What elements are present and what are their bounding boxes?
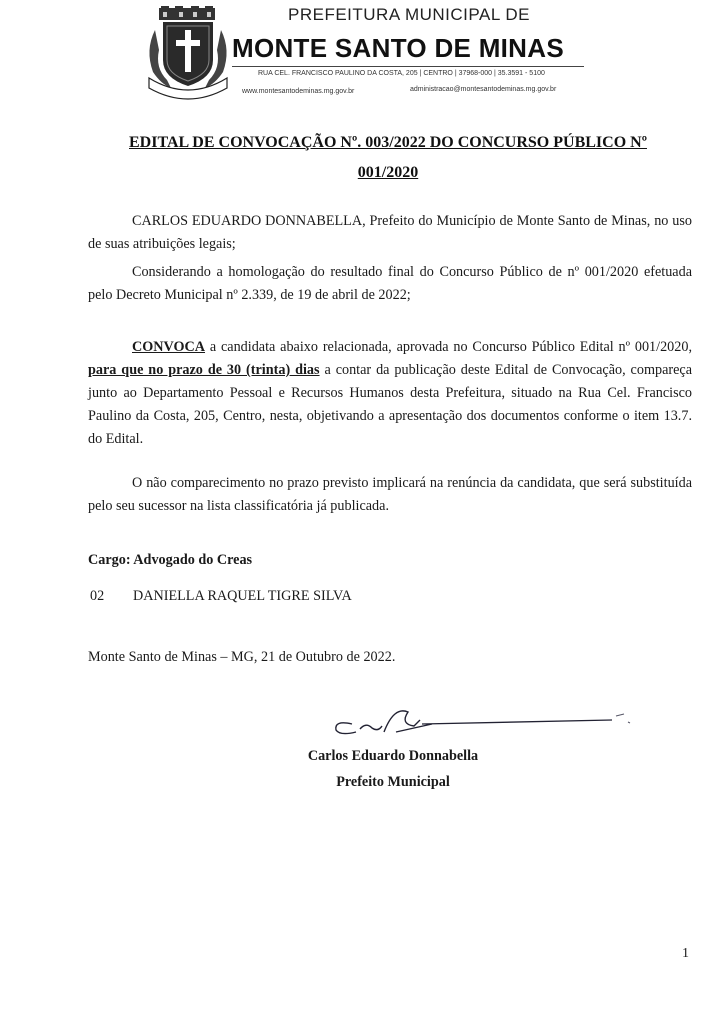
letterhead — [0, 0, 722, 110]
page-number: 1 — [682, 946, 689, 961]
header-city-name: MONTE SANTO DE MINAS — [232, 33, 564, 63]
municipal-crest-icon — [145, 6, 231, 102]
candidate-number: 02 — [90, 588, 105, 604]
paragraph-mayor: CARLOS EDUARDO DONNABELLA, Prefeito do Município de Monte Santo de Minas, no uso de suas atribuições legais; — [88, 213, 692, 252]
document-date: Monte Santo de Minas – MG, 21 de Outubro de 2022. — [88, 649, 396, 665]
header-address: RUA CEL. FRANCISCO PAULINO DA COSTA, 205 | CENTRO | 37968-000 | 35.3591 - 5100 — [258, 70, 545, 77]
candidate-name: DANIELLA RAQUEL TIGRE SILVA — [133, 588, 352, 604]
header-website: www.montesantodeminas.mg.gov.br — [242, 88, 355, 95]
paragraph-convoca — [88, 336, 692, 451]
title-line-2: 001/2020 — [357, 164, 419, 181]
convoca-text-a: a candidata abaixo relacionada, aprovada no Concurso Público Edital nº 001/2020, — [205, 339, 692, 355]
header-email: administracao@montesantodeminas.mg.gov.br — [410, 86, 557, 93]
header-divider — [232, 66, 584, 67]
paragraph-considerando: Considerando a homologação do resultado final do Concurso Público de nº 001/2020 efetuada pelo Decreto Municipal nº 2.339, de 19 de abril de 2022; — [88, 264, 692, 303]
signatory-role: Prefeito Municipal — [336, 774, 450, 790]
document-title — [88, 128, 688, 188]
cargo-heading: Cargo: Advogado do Creas — [88, 552, 253, 568]
convoca-text-b: a contar da publicação deste Edital de Convocação, compareça junto ao Departamento Pessoal e Recursos Humanos desta Prefeitura, situado na Rua Cel. Francisco Paulino da Costa, 205, Centro, nesta, objetivando a apresentação dos documentos conforme o item 13.7. do Edital. — [88, 362, 692, 447]
convoca-keyword: CONVOCA — [132, 339, 206, 355]
deadline-emphasis: para que no prazo de 30 (trinta) dias — [88, 362, 320, 378]
title-line-1: EDITAL DE CONVOCAÇÃO Nº. 003/2022 DO CONCURSO PÚBLICO Nº — [129, 134, 647, 151]
header-municipality-line: PREFEITURA MUNICIPAL DE — [288, 5, 530, 24]
signatory-name: Carlos Eduardo Donnabella — [307, 748, 479, 764]
handwritten-signature — [322, 702, 642, 742]
paragraph-nao-comparecimento: O não comparecimento no prazo previsto implicará na renúncia da candidata, que será substituída pelo seu sucessor na lista classificatória já publicada. — [88, 475, 692, 514]
